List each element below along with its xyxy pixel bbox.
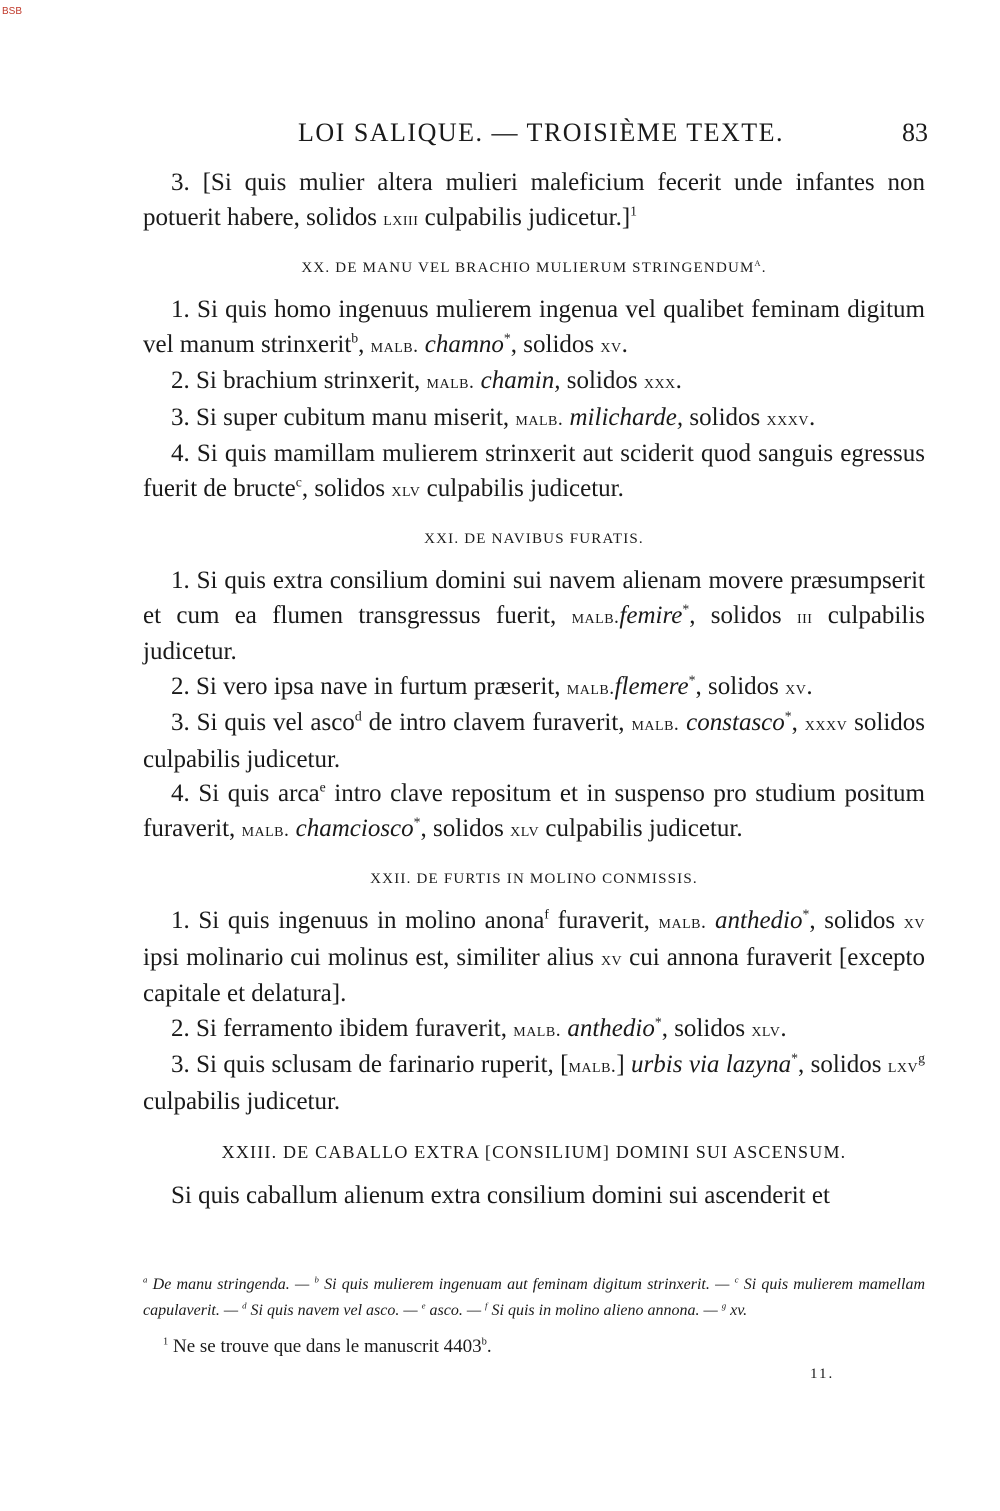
asterisk: * (413, 814, 421, 830)
para-text: , solidos (809, 907, 904, 934)
para-text: , solidos (661, 1014, 752, 1042)
para-text: . (808, 403, 816, 431)
malberg-word: femire (619, 601, 683, 629)
malberg-word: chamciosco (289, 814, 414, 842)
note-mark: g (918, 1050, 926, 1066)
malb-gloss: malb. (370, 335, 419, 357)
para-text: Si brachium strinxerit, (189, 367, 427, 394)
note-mark: 1 (630, 203, 638, 219)
note-mark: c (295, 474, 302, 490)
malberg-word: urbis via lazyna (631, 1051, 792, 1078)
footnote-e: asco. — (425, 1302, 486, 1319)
para-number: 1. (171, 296, 190, 323)
section-heading-xxi: XXI. DE NAVIBUS FURATIS. (424, 531, 644, 547)
malberg-word: chamno (418, 330, 504, 358)
note-mark: A (754, 259, 762, 268)
note-mark: e (319, 779, 326, 795)
asterisk: * (791, 1050, 798, 1066)
malberg-word: flemere (614, 672, 689, 700)
para-text: Si quis vel asco (189, 709, 355, 736)
paragraph-xx-4 (143, 437, 925, 508)
roman-numeral: xxxv (766, 408, 809, 430)
footnote-line (143, 1272, 925, 1324)
paragraph-xx-1 (143, 293, 925, 364)
malb-gloss: malb. (566, 677, 615, 699)
section-heading-xxiii (143, 1141, 925, 1163)
footnote-a: De manu stringenda. — (147, 1276, 315, 1293)
malberg-word: milicharde, (563, 403, 684, 431)
para-text: , solidos (510, 330, 601, 358)
library-stamp: BSB (2, 6, 23, 17)
footnote-b: Si quis mulierem ingenuam aut feminam digitum strinxerit. — (318, 1276, 735, 1293)
note-mark: b (481, 1336, 487, 1348)
para-text: ipsi molinario cui molinus est, similiter alius (143, 943, 601, 971)
roman-numeral: xv (785, 677, 807, 699)
malb-gloss: malb. (513, 1019, 562, 1041)
footnote-f: Si quis in molino alieno annona. — (487, 1302, 722, 1319)
page-header (298, 118, 928, 158)
footnote-text: Ne se trouve que dans le manuscrit 4403 (168, 1336, 482, 1357)
para-text: , solidos (797, 1051, 888, 1078)
roman-numeral: lxv (887, 1056, 919, 1077)
roman-numeral: xv (903, 912, 926, 933)
section-heading-xx (143, 257, 925, 279)
para-text: solidos (560, 367, 644, 394)
asterisk: * (688, 672, 696, 688)
main-text (143, 166, 925, 1214)
signature-mark: 11. (810, 1366, 835, 1382)
paragraph-xxi-1 (143, 564, 925, 670)
letter-footnotes (143, 1272, 925, 1324)
asterisk: * (784, 708, 792, 724)
malb-gloss: malb. (631, 714, 680, 735)
para-text: Si ferramento ibidem furaverit, (189, 1014, 514, 1042)
malb-gloss: malb. (571, 606, 620, 628)
para-number: 4. (171, 780, 190, 807)
para-number: 2. (171, 1014, 190, 1042)
paragraph-xxii-1 (143, 904, 925, 1012)
para-text: cui annona furaverit [excepto capitale et delatura]. (143, 943, 925, 1007)
running-title: LOI SALIQUE. — TROISIÈME TEXTE. (298, 118, 785, 147)
para-text: [Si quis mulier altera mulieri maleficium fecerit unde infantes non potuerit habere, solidos (143, 169, 925, 231)
note-mark: e (421, 1300, 426, 1311)
paragraph-xxi-3 (143, 706, 925, 777)
roman-numeral: lxiii (383, 208, 419, 230)
section-heading-xxii: XXII. DE FURTIS IN MOLINO CONMISSIS. (370, 871, 698, 887)
heading-text: XX. DE MANU VEL BRACHIO MULIERUM STRINGENDUM (301, 260, 755, 276)
note-mark: a (143, 1274, 148, 1285)
para-text: , solidos (695, 672, 786, 700)
para-text: Si super cubitum manu miserit, (189, 403, 516, 431)
footnote-g: xv. (726, 1302, 748, 1319)
para-text: Si quis homo ingenuus mulierem ingenua vel qualibet feminam digitum vel manum strinxerit (143, 296, 925, 358)
footnote-text: . (486, 1336, 492, 1357)
para-number: 3. (171, 709, 190, 736)
roman-numeral: xxxv (804, 714, 848, 735)
malberg-word: anthedio (561, 1014, 655, 1042)
para-text: , (791, 709, 805, 736)
para-text: intro clave repositum et in suspenso pro studium positum furaverit, (143, 780, 926, 842)
malb-gloss: malb. (568, 1056, 617, 1077)
asterisk: * (503, 330, 511, 346)
para-text: . (621, 330, 628, 358)
malb-gloss: malb. (658, 912, 707, 933)
malb-gloss: malb. (241, 819, 290, 841)
malb-gloss: malb. (426, 372, 475, 393)
para-number: 2. (171, 672, 190, 700)
malb-gloss: malb. (515, 408, 564, 430)
paragraph-xxiii: Si quis caballum alienum extra consilium domini sui ascenderit et (171, 1182, 830, 1209)
para-text: , solidos (301, 474, 392, 502)
para-text: , solidos (420, 814, 511, 842)
note-mark: b (314, 1274, 319, 1285)
heading-bracket: [CONSILIUM] (484, 1142, 611, 1162)
para-number: 3. (171, 403, 190, 431)
para-number: 2. (171, 367, 190, 394)
paragraph-xxi-2 (143, 670, 925, 707)
note-mark: d (242, 1300, 247, 1311)
para-text: Si quis ingenuus in molino anona (189, 907, 545, 934)
para-number: 4. (171, 440, 190, 467)
para-number: 3. (171, 169, 190, 196)
para-text: solidos (683, 403, 767, 431)
paragraph-xix-3 (143, 166, 925, 237)
para-text: culpabilis judicetur. (143, 1087, 341, 1115)
roman-numeral: xlv (510, 819, 540, 841)
para-text: ] (616, 1051, 632, 1078)
para-text: culpabilis judicetur. (539, 814, 743, 842)
para-text: culpabilis judicetur. (143, 601, 925, 665)
roman-numeral: iii (796, 606, 813, 628)
para-number: 1. (171, 907, 190, 934)
para-text: furaverit, (548, 907, 659, 934)
para-text: Si quis arca (189, 780, 320, 807)
roman-numeral: xv (600, 948, 623, 970)
asterisk: * (654, 1014, 662, 1030)
heading-text: XXIII. DE CABALLO EXTRA (221, 1142, 485, 1162)
heading-text: DOMINI SUI ASCENSUM. (610, 1142, 847, 1162)
para-text: . (780, 1014, 787, 1042)
page-number: 83 (902, 118, 928, 147)
para-text: de intro clavem furaverit, (361, 709, 632, 736)
numbered-footnote (163, 1334, 923, 1360)
para-text: culpabilis judicetur. (420, 474, 624, 502)
roman-numeral: xxx (643, 372, 676, 393)
roman-numeral: xlv (751, 1019, 781, 1041)
note-mark: g (721, 1300, 727, 1311)
asterisk: * (802, 906, 810, 922)
note-mark: 1 (163, 1336, 169, 1348)
para-text: culpabilis judicetur.] (418, 203, 631, 231)
malberg-word: chamin, (474, 367, 561, 394)
para-text: , (358, 330, 371, 358)
heading-dot: . (761, 260, 767, 276)
note-mark: d (354, 708, 362, 724)
asterisk: * (682, 601, 690, 617)
note-mark: f (485, 1300, 488, 1311)
note-mark: b (351, 330, 359, 346)
paragraph-xxi-4 (143, 777, 925, 848)
footnote-d: Si quis navem vel asco. — (246, 1302, 422, 1319)
para-text: Si vero ipsa nave in furtum præserit, (189, 672, 567, 700)
para-text: . (675, 367, 682, 394)
note-mark: c (734, 1274, 739, 1285)
footnote-c: Si quis mulierem mamellam capulaverit. — (143, 1276, 926, 1319)
para-text: , solidos (689, 601, 797, 629)
para-text: solidos culpabilis judicetur. (143, 709, 925, 773)
roman-numeral: xv (600, 335, 622, 357)
para-number: 1. (171, 567, 190, 594)
paragraph-xxii-2 (143, 1012, 925, 1049)
paragraph-xxii-3 (143, 1048, 925, 1119)
para-text: Si quis mamillam mulierem strinxerit aut sciderit quod sanguis egressus fuerit de bructe (143, 440, 925, 502)
paragraph-xx-2 (143, 364, 925, 401)
malberg-word: anthedio (706, 907, 803, 934)
para-text: . (806, 672, 813, 700)
paragraph-xx-3 (143, 401, 925, 438)
para-text: Si quis sclusam de farinario ruperit, [ (189, 1051, 569, 1078)
para-number: 3. (171, 1051, 190, 1078)
note-mark: f (544, 906, 549, 922)
malberg-word: constasco (679, 709, 785, 736)
para-text: Si quis extra consilium domini sui navem alienam movere præsumpserit et cum ea flumen transgressus fuerit, (143, 567, 925, 629)
roman-numeral: xlv (391, 479, 421, 501)
